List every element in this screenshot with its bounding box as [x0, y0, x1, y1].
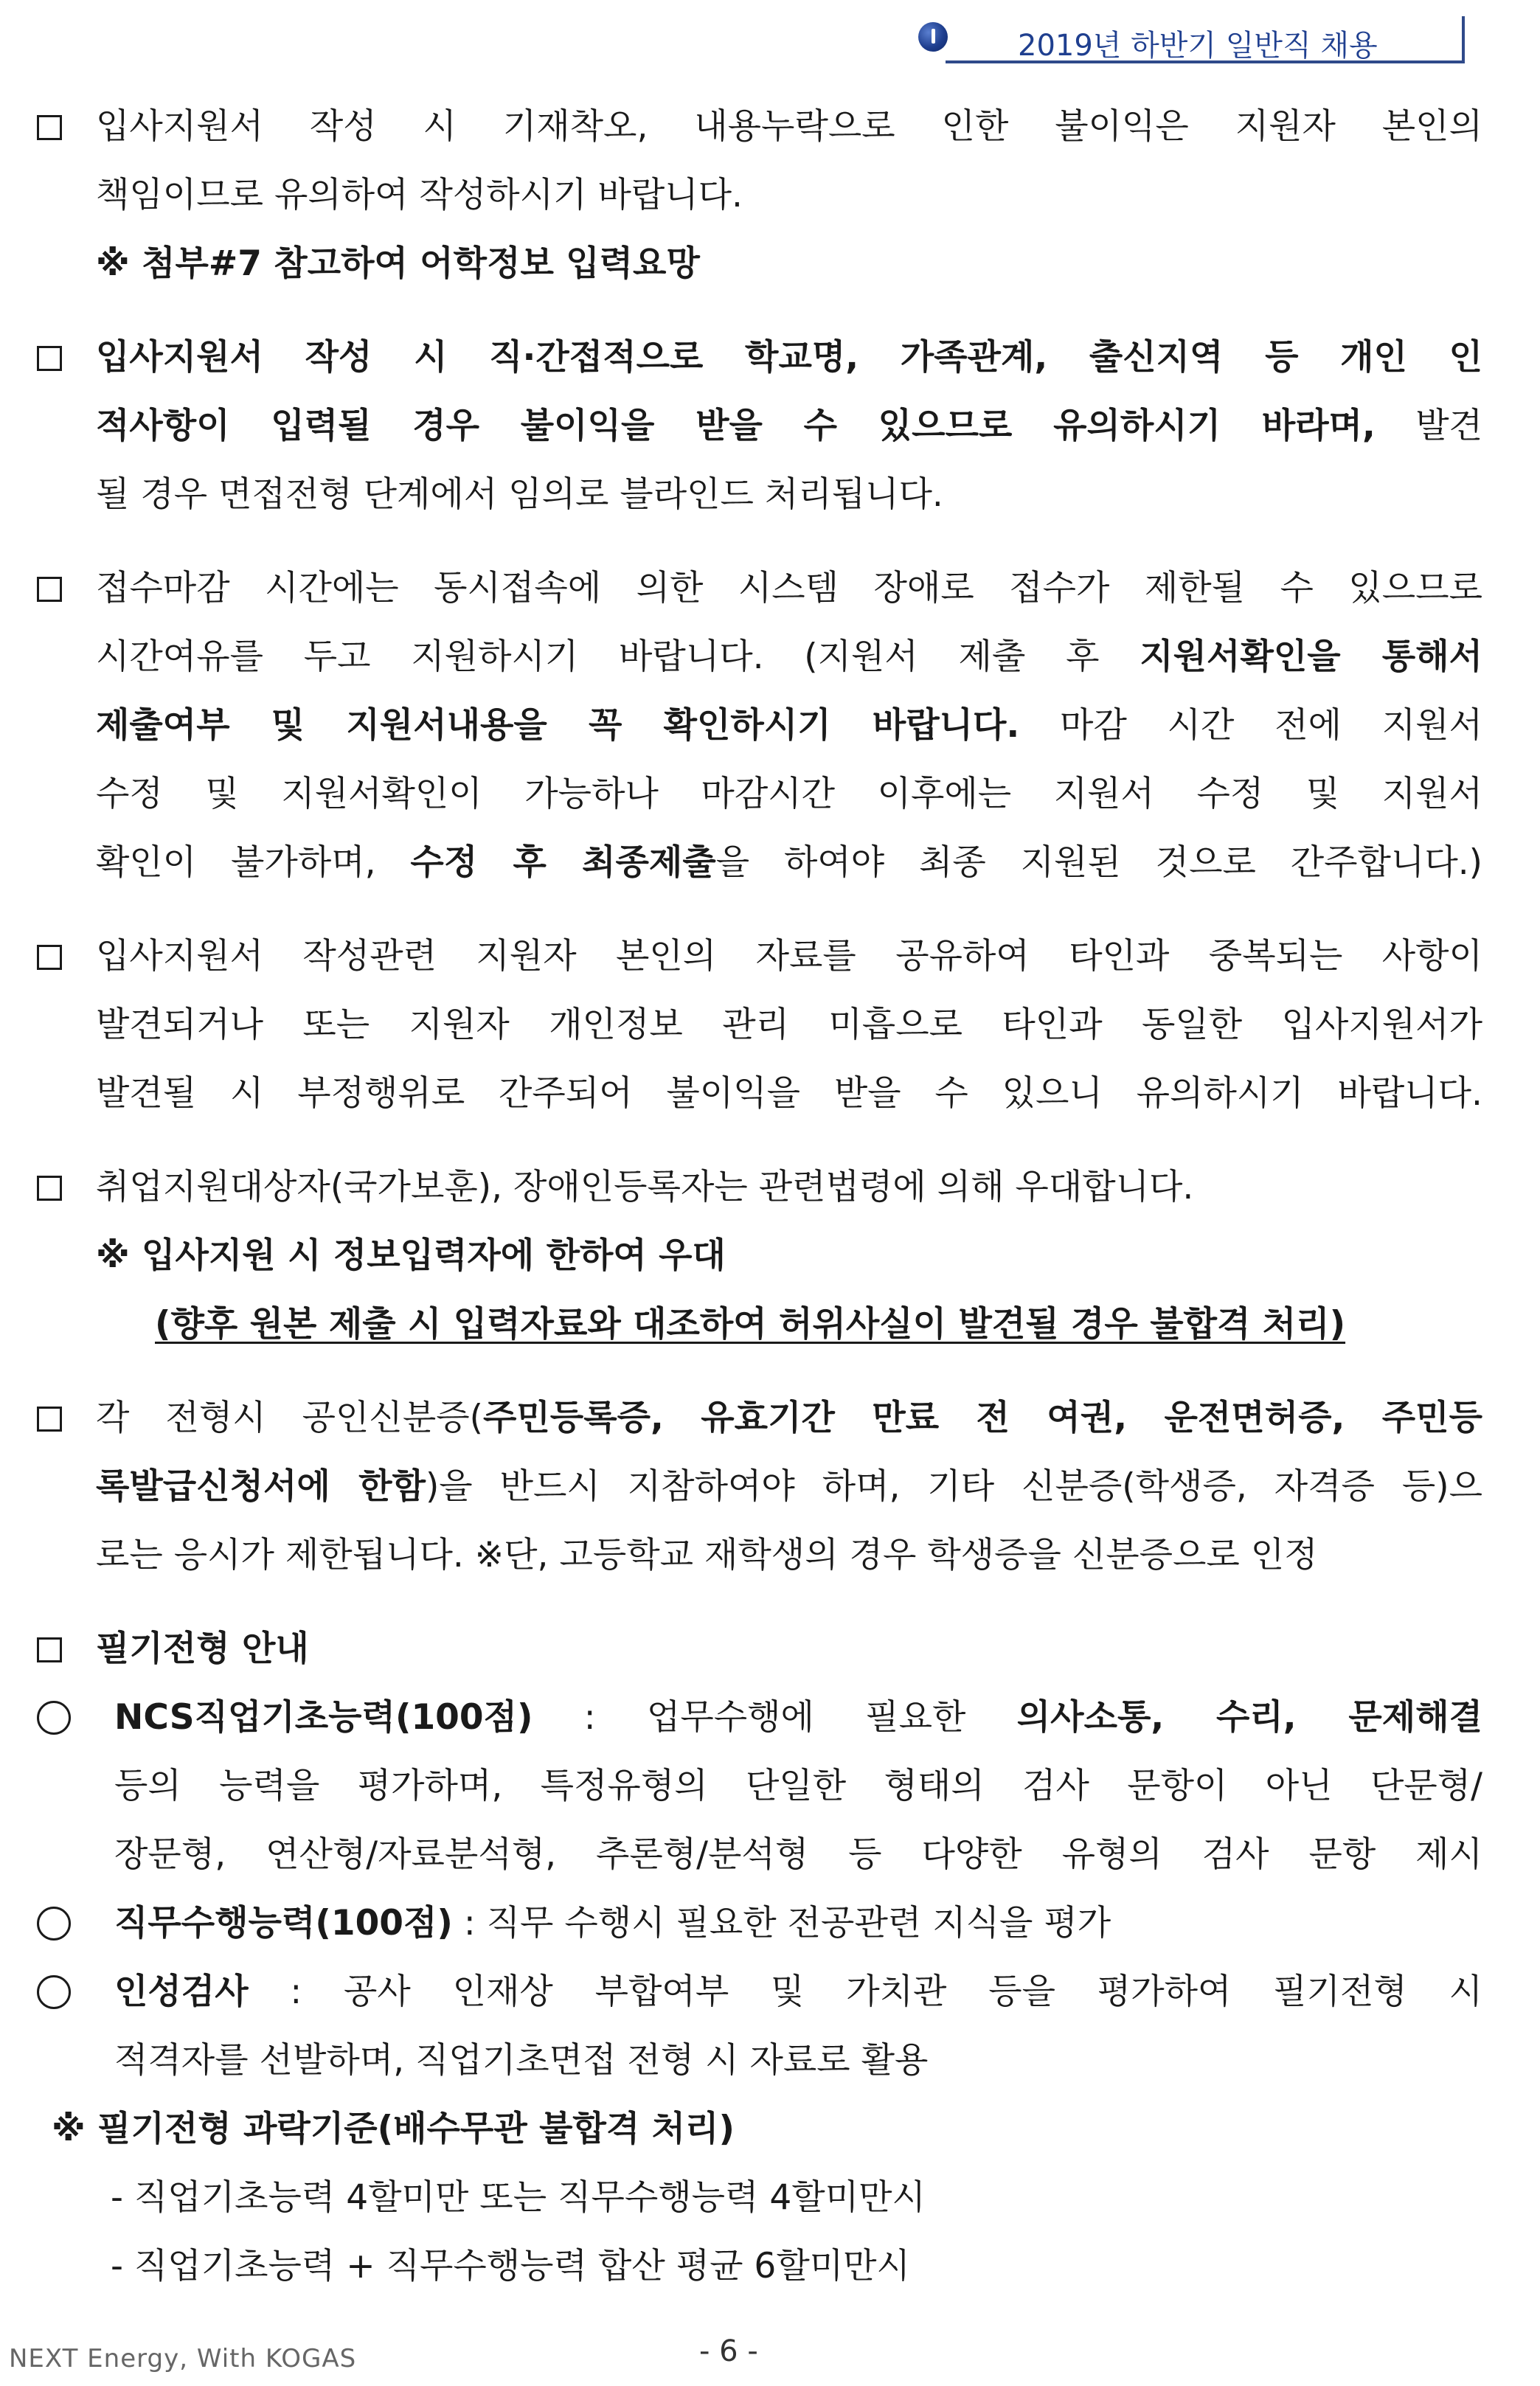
written-exam-guide — [37, 1615, 1482, 2300]
text-line — [37, 828, 1482, 897]
section-title: 필기전형 안내 — [96, 1629, 309, 1669]
checkbox-bullet-icon — [37, 945, 62, 970]
checkbox-bullet-icon — [37, 1176, 62, 1201]
plain-text: 마감 시간 전에 지원서 — [1019, 705, 1482, 746]
exam-item-ncs — [37, 1683, 1482, 1889]
text-line: 입사지원서 작성관련 지원자 본인의 자료를 공유하여 타인과 중복되는 사항이 — [96, 936, 1482, 977]
plain-text: 을 하여야 최종 지원된 것으로 간주합니다.) — [715, 842, 1483, 883]
plain-text: 각 전형시 공인신분증( — [96, 1398, 483, 1438]
plain-text: )을 반드시 지참하여야 하며, 기타 신분증(학생증, 자격증 등)으 — [425, 1466, 1482, 1507]
bold-text: 인성검사 — [114, 1971, 249, 2012]
text-line — [37, 622, 1482, 691]
bold-text: 수정 후 최종제출 — [410, 842, 716, 883]
underlined-note: (향후 원본 제출 시 입력자료와 대조하여 허위사실이 발견될 경우 불합격 처리) — [155, 1304, 1346, 1345]
checkbox-bullet-icon — [37, 115, 62, 140]
note-line: ※ 첨부#7 참고하여 어학정보 입력요망 — [96, 243, 700, 284]
notice-blind-info — [37, 323, 1482, 529]
bold-text: 지원서확인을 통해서 — [1140, 637, 1483, 677]
text-line — [37, 1889, 1482, 1957]
notice-preference — [37, 1153, 1482, 1359]
text-line — [37, 691, 1482, 760]
plain-text: 시간여유를 두고 지원하시기 바랍니다. (지원서 제출 후 — [96, 637, 1140, 677]
bold-text: NCS직업기초능력(100점) — [114, 1697, 533, 1738]
header-info-icon — [918, 22, 948, 52]
checkbox-bullet-icon — [37, 577, 62, 602]
plain-text: 확인이 불가하며, — [96, 842, 411, 883]
note-line: ※ 입사지원 시 정보입력자에 한하여 우대 — [96, 1235, 726, 1276]
header-title: 2019년 하반기 일반직 채용 — [1018, 29, 1378, 63]
bold-text: 록발급신청서에 한함 — [96, 1466, 426, 1507]
checkbox-bullet-icon — [37, 346, 62, 371]
text-line: 등의 능력을 평가하며, 특정유형의 단일한 형태의 검사 문항이 아닌 단문형/ — [114, 1766, 1482, 1806]
bold-text: 적사항이 입력될 경우 불이익을 받을 수 있으므로 유의하시기 바라며, — [96, 406, 1376, 446]
text-line: 접수마감 시간에는 동시접속에 의한 시스템 장애로 접수가 제한될 수 있으므로 — [96, 568, 1482, 608]
text-line — [37, 392, 1482, 460]
text-line: 될 경우 면접전형 단계에서 임의로 블라인드 처리됩니다. — [96, 474, 943, 515]
checkbox-bullet-icon — [37, 1637, 62, 1662]
page-number: - 6 - — [699, 2334, 758, 2368]
text-line: 발견될 시 부정행위로 간주되어 불이익을 받을 수 있으니 유의하시기 바랍니다. — [96, 1073, 1482, 1114]
bold-text: 직무수행능력(100점) — [114, 1903, 453, 1943]
text-line — [37, 1683, 1482, 1752]
text-line: 발견되거나 또는 지원자 개인정보 관리 미흡으로 타인과 동일한 입사지원서가 — [96, 1005, 1482, 1045]
text-line: 적격자를 선발하며, 직업기초면접 전형 시 자료로 활용 — [114, 2040, 929, 2081]
notice-duplicate — [37, 922, 1482, 1128]
bold-text: 주민등록증, 유효기간 만료 전 여권, 운전면허증, 주민등 — [482, 1398, 1482, 1438]
plain-text: 발견 — [1375, 406, 1482, 446]
notice-deadline — [37, 554, 1482, 897]
text-line: 로는 응시가 제한됩니다. ※단, 고등학교 재학생의 경우 학생증을 신분증으로 인정 — [96, 1535, 1318, 1575]
circle-bullet-icon — [37, 1907, 71, 1941]
text-line: 입사지원서 작성 시 기재착오, 내용누락으로 인한 불이익은 지원자 본인의 — [96, 106, 1482, 147]
text-line — [37, 1384, 1482, 1452]
notice-application-errors — [37, 92, 1482, 298]
plain-text: : 공사 인재상 부합여부 및 가치관 등을 평가하여 필기전형 시 — [248, 1971, 1482, 2012]
document-body — [37, 92, 1482, 2300]
text-line: 장문형, 연산형/자료분석형, 추론형/분석형 등 다양한 유형의 검사 문항 제시 — [114, 1834, 1482, 1875]
exam-item-job — [37, 1889, 1482, 1957]
text-line — [37, 1957, 1482, 2026]
text-line — [37, 1452, 1482, 1521]
text-line: 입사지원서 작성 시 직·간접적으로 학교명, 가족관계, 출신지역 등 개인 인 — [96, 337, 1482, 378]
bold-text: 제출여부 및 지원서내용을 꼭 확인하시기 바랍니다. — [96, 705, 1020, 746]
notice-id-card — [37, 1384, 1482, 1589]
footer-brand: NEXT Energy, With KOGAS — [9, 2344, 357, 2373]
text-line: 수정 및 지원서확인이 가능하나 마감시간 이후에는 지원서 수정 및 지원서 — [96, 774, 1482, 814]
circle-bullet-icon — [37, 1975, 71, 2009]
plain-text: : 업무수행에 필요한 — [533, 1697, 1017, 1738]
cutoff-rule: - 직업기초능력 + 직무수행능력 합산 평균 6할미만시 — [111, 2246, 910, 2286]
cutoff-title: ※ 필기전형 과락기준(배수무관 불합격 처리) — [52, 2109, 735, 2149]
bold-text: 의사소통, 수리, 문제해결 — [1016, 1697, 1482, 1738]
circle-bullet-icon — [37, 1701, 71, 1735]
exam-item-personality — [37, 1957, 1482, 2095]
plain-text: : 직무 수행시 필요한 전공관련 지식을 평가 — [452, 1903, 1111, 1943]
text-line: 책임이므로 유의하여 작성하시기 바랍니다. — [96, 175, 743, 215]
text-line: 취업지원대상자(국가보훈), 장애인등록자는 관련법령에 의해 우대합니다. — [96, 1167, 1194, 1207]
cutoff-rule: - 직업기초능력 4할미만 또는 직무수행능력 4할미만시 — [111, 2177, 926, 2218]
checkbox-bullet-icon — [37, 1407, 62, 1432]
